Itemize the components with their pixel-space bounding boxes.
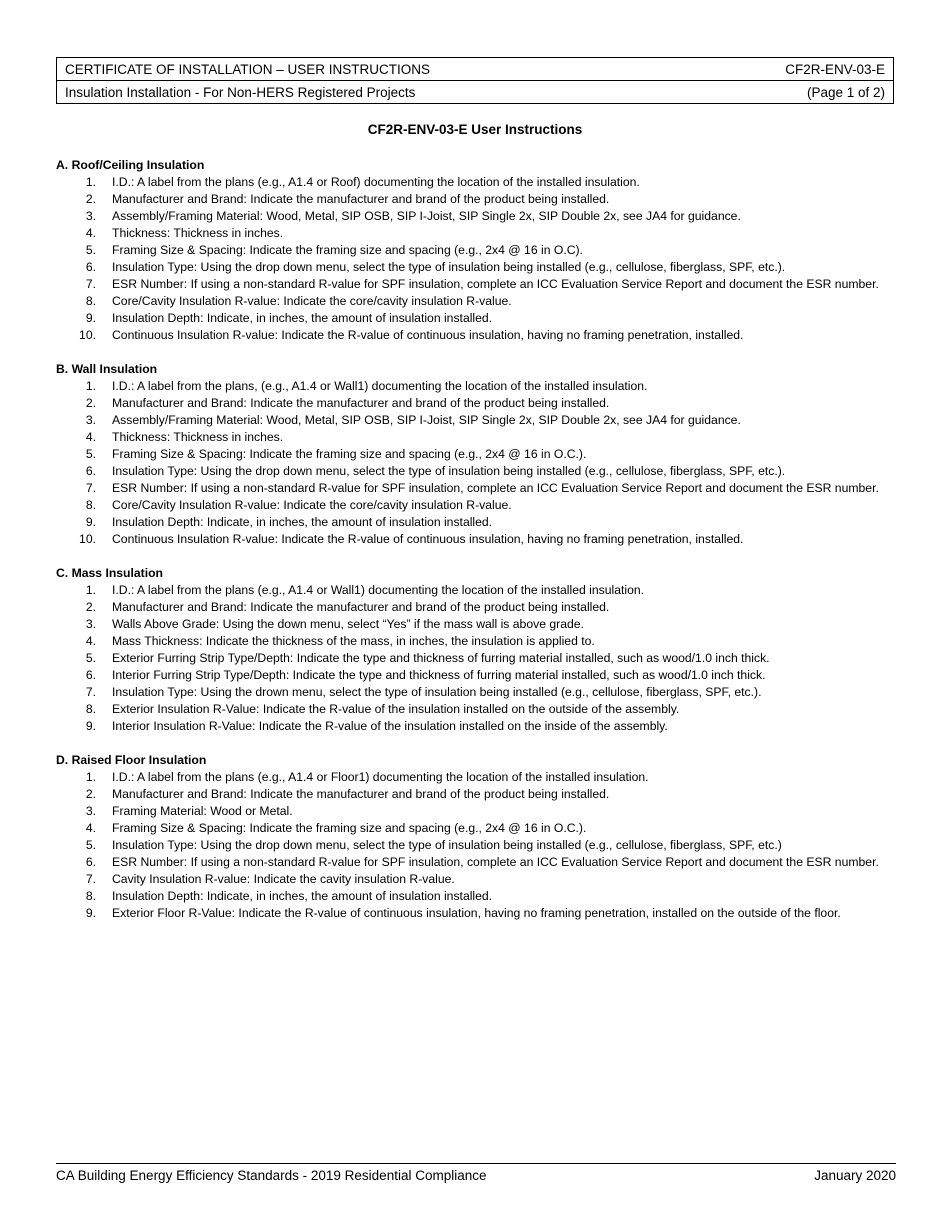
item-text: Interior Insulation R-Value: Indicate the R-value of the insulation installed on the inside of the assembly.	[112, 719, 668, 733]
list-item	[56, 480, 896, 497]
item-text: Manufacturer and Brand: Indicate the manufacturer and brand of the product being installed.	[112, 396, 610, 410]
item-number: 10.	[79, 328, 96, 342]
item-text: Thickness: Thickness in inches.	[112, 226, 284, 240]
list-item	[56, 582, 896, 599]
item-number: 4.	[85, 226, 96, 240]
item-number: 5.	[85, 651, 96, 665]
item-number: 2.	[85, 192, 96, 206]
list-item	[56, 837, 896, 854]
item-text: I.D.: A label from the plans (e.g., A1.4 or Roof) documenting the location of the installed insulation.	[112, 175, 640, 189]
list-item	[56, 259, 896, 276]
item-number: 1.	[85, 770, 96, 784]
item-text: ESR Number: If using a non-standard R-value for SPF insulation, complete an ICC Evaluation Service Report and document the ESR number.	[112, 855, 879, 869]
item-number: 7.	[85, 481, 96, 495]
instruction-list	[56, 769, 896, 922]
item-text: Insulation Depth: Indicate, in inches, the amount of insulation installed.	[112, 311, 493, 325]
item-number: 3.	[85, 413, 96, 427]
item-text: Insulation Type: Using the drop down menu, select the type of insulation being installed (e.g., cellulose, fiberglass, SPF, etc.).	[112, 464, 786, 478]
item-number: 5.	[85, 243, 96, 257]
item-text: ESR Number: If using a non-standard R-value for SPF insulation, complete an ICC Evaluation Service Report and document the ESR number.	[112, 277, 879, 291]
instruction-list	[56, 582, 896, 735]
item-text: Insulation Type: Using the drown menu, select the type of insulation being installed (e.g., cellulose, fiberglass, SPF, etc.).	[112, 685, 762, 699]
list-item	[56, 293, 896, 310]
item-text: Framing Size & Spacing: Indicate the framing size and spacing (e.g., 2x4 @ 16 in O.C).	[112, 243, 583, 257]
item-number: 7.	[85, 277, 96, 291]
item-number: 8.	[85, 889, 96, 903]
section-heading: D. Raised Floor Insulation	[56, 753, 207, 767]
form-title: CERTIFICATE OF INSTALLATION – USER INSTRUCTIONS	[65, 61, 431, 77]
section-heading: C. Mass Insulation	[56, 566, 163, 580]
section-heading: A. Roof/Ceiling Insulation	[56, 158, 205, 172]
section-d-raised-floor-insulation	[56, 752, 896, 922]
item-number: 1.	[85, 175, 96, 189]
item-number: 6.	[85, 855, 96, 869]
item-number: 10.	[79, 532, 96, 546]
list-item	[56, 497, 896, 514]
item-number: 2.	[85, 787, 96, 801]
list-item	[56, 701, 896, 718]
item-text: Core/Cavity Insulation R-value: Indicate the core/cavity insulation R-value.	[112, 294, 512, 308]
item-text: I.D.: A label from the plans (e.g., A1.4 or Wall1) documenting the location of the installed insulation.	[112, 583, 645, 597]
list-item	[56, 429, 896, 446]
item-number: 9.	[85, 311, 96, 325]
item-text: Manufacturer and Brand: Indicate the manufacturer and brand of the product being installed.	[112, 787, 610, 801]
item-number: 4.	[85, 634, 96, 648]
list-item	[56, 888, 896, 905]
item-text: Exterior Furring Strip Type/Depth: Indicate the type and thickness of furring material installed, such as wood/1.0 inch thick.	[112, 651, 770, 665]
list-item	[56, 174, 896, 191]
item-number: 5.	[85, 447, 96, 461]
item-number: 8.	[85, 702, 96, 716]
item-number: 4.	[85, 821, 96, 835]
item-text: Framing Size & Spacing: Indicate the framing size and spacing (e.g., 2x4 @ 16 in O.C.).	[112, 821, 587, 835]
item-text: Insulation Depth: Indicate, in inches, the amount of insulation installed.	[112, 515, 493, 529]
list-item	[56, 378, 896, 395]
item-number: 1.	[85, 583, 96, 597]
list-item	[56, 191, 896, 208]
item-number: 9.	[85, 719, 96, 733]
item-text: Cavity Insulation R-value: Indicate the cavity insulation R-value.	[112, 872, 455, 886]
item-text: I.D.: A label from the plans (e.g., A1.4 or Floor1) documenting the location of the installed insulation.	[112, 770, 649, 784]
item-text: Framing Size & Spacing: Indicate the framing size and spacing (e.g., 2x4 @ 16 in O.C.).	[112, 447, 587, 461]
item-number: 3.	[85, 209, 96, 223]
header-row-2	[57, 80, 893, 103]
section-a-roof-ceiling-insulation	[56, 157, 896, 344]
item-number: 4.	[85, 430, 96, 444]
item-text: Continuous Insulation R-value: Indicate the R-value of continuous insulation, having no framing penetration, installed.	[112, 532, 744, 546]
item-text: Manufacturer and Brand: Indicate the manufacturer and brand of the product being installed.	[112, 192, 610, 206]
list-item	[56, 446, 896, 463]
list-item	[56, 310, 896, 327]
list-item	[56, 599, 896, 616]
list-item	[56, 225, 896, 242]
page-footer	[56, 1163, 896, 1183]
item-number: 6.	[85, 260, 96, 274]
list-item	[56, 514, 896, 531]
list-item	[56, 208, 896, 225]
list-item	[56, 803, 896, 820]
item-text: Interior Furring Strip Type/Depth: Indicate the type and thickness of furring material installed, such as wood/1.0 inch thick.	[112, 668, 766, 682]
form-header	[56, 57, 894, 104]
item-number: 1.	[85, 379, 96, 393]
item-text: Insulation Type: Using the drop down menu, select the type of insulation being installed (e.g., cellulose, fiberglass, SPF, etc.).	[112, 260, 786, 274]
item-number: 7.	[85, 685, 96, 699]
list-item	[56, 786, 896, 803]
list-item	[56, 820, 896, 837]
list-item	[56, 242, 896, 259]
form-subtitle: Insulation Installation - For Non-HERS Registered Projects	[65, 84, 416, 100]
instruction-list	[56, 378, 896, 548]
header-row-1	[57, 58, 893, 80]
list-item	[56, 871, 896, 888]
item-number: 3.	[85, 617, 96, 631]
item-number: 3.	[85, 804, 96, 818]
list-item	[56, 616, 896, 633]
footer-date: January 2020	[814, 1168, 896, 1183]
list-item	[56, 395, 896, 412]
page-indicator: (Page 1 of 2)	[806, 84, 885, 100]
list-item	[56, 667, 896, 684]
list-item	[56, 684, 896, 701]
item-text: Assembly/Framing Material: Wood, Metal, SIP OSB, SIP I-Joist, SIP Single 2x, SIP Double 2x, see JA4 for guidance.	[112, 209, 741, 223]
item-number: 8.	[85, 498, 96, 512]
list-item	[56, 531, 896, 548]
item-text: Thickness: Thickness in inches.	[112, 430, 284, 444]
item-text: ESR Number: If using a non-standard R-value for SPF insulation, complete an ICC Evaluation Service Report and document the ESR number.	[112, 481, 879, 495]
item-number: 8.	[85, 294, 96, 308]
item-text: Assembly/Framing Material: Wood, Metal, SIP OSB, SIP I-Joist, SIP Single 2x, SIP Double 2x, see JA4 for guidance.	[112, 413, 741, 427]
list-item	[56, 463, 896, 480]
list-item	[56, 769, 896, 786]
item-number: 6.	[85, 668, 96, 682]
form-code: CF2R-ENV-03-E	[785, 61, 885, 77]
list-item	[56, 718, 896, 735]
instruction-list	[56, 174, 896, 344]
item-text: I.D.: A label from the plans, (e.g., A1.4 or Wall1) documenting the location of the installed insulation.	[112, 379, 648, 393]
item-number: 5.	[85, 838, 96, 852]
item-number: 9.	[85, 906, 96, 920]
footer-standards: CA Building Energy Efficiency Standards - 2019 Residential Compliance	[56, 1168, 487, 1183]
section-c-mass-insulation	[56, 565, 896, 735]
instructions-body	[56, 157, 896, 939]
list-item	[56, 905, 896, 922]
section-heading: B. Wall Insulation	[56, 362, 158, 376]
item-text: Insulation Depth: Indicate, in inches, the amount of insulation installed.	[112, 889, 493, 903]
section-b-wall-insulation	[56, 361, 896, 548]
item-number: 9.	[85, 515, 96, 529]
list-item	[56, 650, 896, 667]
list-item	[56, 854, 896, 871]
list-item	[56, 412, 896, 429]
item-text: Continuous Insulation R-value: Indicate the R-value of continuous insulation, having no framing penetration, installed.	[112, 328, 744, 342]
item-number: 2.	[85, 396, 96, 410]
item-text: Walls Above Grade: Using the down menu, select “Yes” if the mass wall is above grade.	[112, 617, 584, 631]
item-number: 2.	[85, 600, 96, 614]
item-text: Insulation Type: Using the drop down menu, select the type of insulation being installed (e.g., cellulose, fiberglass, SPF, etc.)	[112, 838, 782, 852]
item-text: Exterior Floor R-Value: Indicate the R-value of continuous insulation, having no framing penetration, installed on the outside of the floor.	[112, 906, 841, 920]
list-item	[56, 633, 896, 650]
document-title: CF2R-ENV-03-E User Instructions	[367, 122, 583, 137]
item-text: Framing Material: Wood or Metal.	[112, 804, 293, 818]
item-text: Core/Cavity Insulation R-value: Indicate the core/cavity insulation R-value.	[112, 498, 512, 512]
item-text: Manufacturer and Brand: Indicate the manufacturer and brand of the product being installed.	[112, 600, 610, 614]
item-number: 7.	[85, 872, 96, 886]
item-text: Mass Thickness: Indicate the thickness of the mass, in inches, the insulation is applied to.	[112, 634, 595, 648]
list-item	[56, 327, 896, 344]
item-text: Exterior Insulation R-Value: Indicate the R-value of the insulation installed on the outside of the assembly.	[112, 702, 680, 716]
item-number: 6.	[85, 464, 96, 478]
list-item	[56, 276, 896, 293]
